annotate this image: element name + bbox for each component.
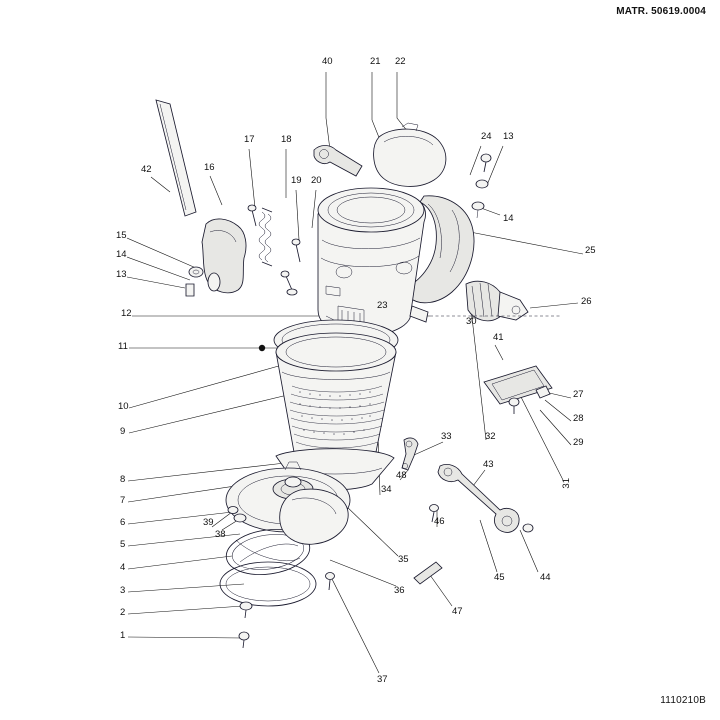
callout-14-left: 14	[116, 249, 127, 260]
callout-21: 21	[370, 56, 381, 67]
callout-41: 41	[493, 332, 504, 343]
part-1-2-screws	[239, 602, 252, 648]
callout-17: 17	[244, 134, 255, 145]
material-code-label: MATR. 50619.0004	[616, 6, 706, 17]
callout-1: 1	[120, 630, 126, 641]
part-4-gasket	[220, 562, 316, 606]
part-9-10-drum	[276, 333, 396, 461]
callout-18: 18	[281, 134, 292, 145]
callout-43: 43	[483, 459, 494, 470]
callout-38: 38	[215, 529, 226, 540]
callout-16: 16	[204, 162, 215, 173]
callout-6: 6	[120, 517, 126, 528]
part-43-arm	[438, 464, 533, 532]
callout-46: 46	[434, 516, 445, 527]
callout-40: 40	[322, 56, 333, 67]
callout-45: 45	[494, 572, 505, 583]
callout-29: 29	[573, 437, 584, 448]
callout-3: 3	[120, 585, 126, 596]
part-40-lever	[314, 146, 362, 177]
callout-30: 30	[466, 316, 477, 327]
callout-24: 24	[481, 131, 492, 142]
callout-20: 20	[311, 175, 322, 186]
callout-13-left: 13	[116, 269, 127, 280]
callout-8: 8	[120, 474, 126, 485]
part-23-drum-upper	[318, 188, 428, 336]
part-42-strip	[156, 100, 196, 216]
part-17-pin	[248, 205, 256, 226]
callout-22: 22	[395, 56, 406, 67]
callout-42: 42	[141, 164, 152, 175]
part-18-spring	[259, 208, 272, 266]
part-19-20-bolts	[281, 239, 300, 295]
part-47-bar	[414, 562, 442, 584]
callout-36: 36	[394, 585, 405, 596]
callout-13-right: 13	[503, 131, 514, 142]
callout-48: 48	[396, 470, 407, 481]
callout-14-right: 14	[503, 213, 514, 224]
callout-10: 10	[118, 401, 129, 412]
drawing-number-label: 1110210B	[660, 695, 706, 706]
callout-32: 32	[485, 431, 496, 442]
callout-26: 26	[581, 296, 592, 307]
callout-2: 2	[120, 607, 126, 618]
callout-28: 28	[573, 413, 584, 424]
callout-23: 23	[377, 300, 388, 311]
callout-19: 19	[291, 175, 302, 186]
callout-15: 15	[116, 230, 127, 241]
callout-34: 34	[381, 484, 392, 495]
callout-11: 11	[118, 341, 128, 352]
callout-12: 12	[121, 308, 132, 319]
part-27-frame	[484, 366, 552, 414]
part-35-plate	[280, 489, 348, 590]
callout-35: 35	[398, 554, 409, 565]
callout-5: 5	[120, 539, 126, 550]
part-24-bolts	[472, 154, 491, 218]
part-22-lid	[374, 123, 446, 186]
callout-25: 25	[585, 245, 596, 256]
callout-37: 37	[377, 674, 388, 685]
callout-44: 44	[540, 572, 551, 583]
callout-39: 39	[203, 517, 214, 528]
callout-4: 4	[120, 562, 126, 573]
callout-27: 27	[573, 389, 584, 400]
part-30-bellows	[466, 281, 528, 321]
callout-9: 9	[120, 426, 126, 437]
callout-7: 7	[120, 495, 126, 506]
callout-33: 33	[441, 431, 452, 442]
callout-31: 31	[561, 478, 572, 489]
callout-47: 47	[452, 606, 463, 617]
